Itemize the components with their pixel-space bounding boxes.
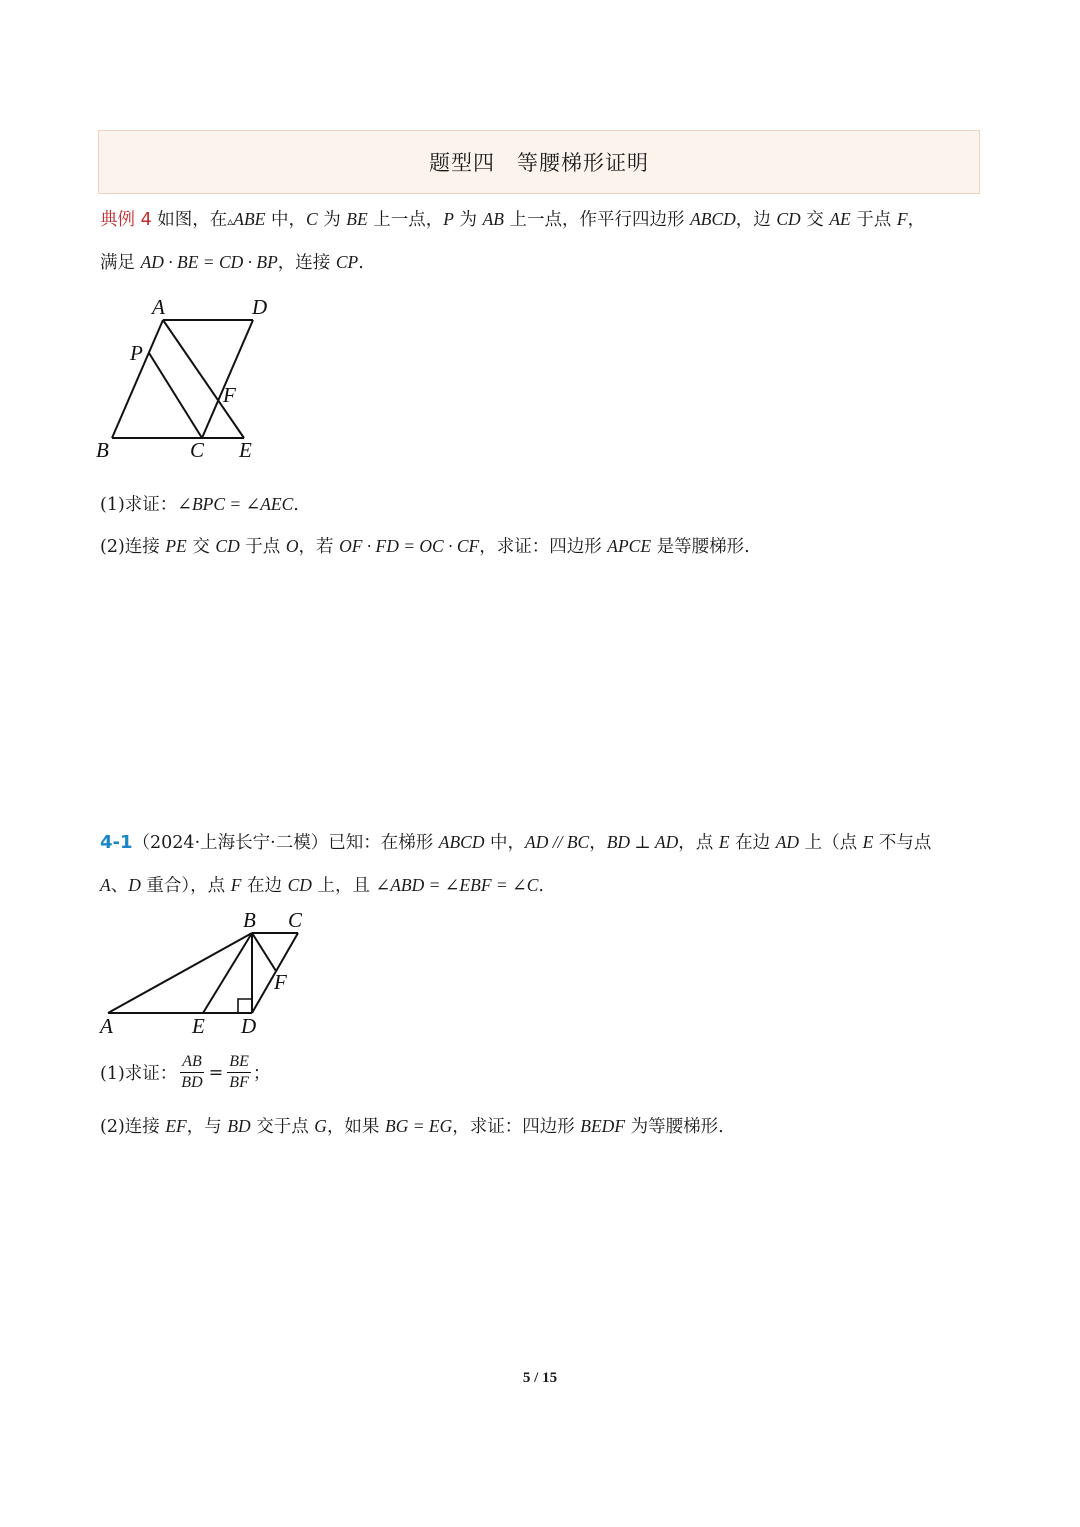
page-number: 5 / 15 (522, 1370, 558, 1386)
right-angle-mark (238, 999, 252, 1013)
example4-line2: 满足 AD · BE = CD · BP，连接 CP. (100, 252, 364, 273)
fraction-ab-bd: $\frac{AB}{BD}$ (181, 1053, 203, 1091)
segment-DC (202, 320, 253, 438)
label-D: D (252, 295, 268, 319)
segment-AB (108, 933, 252, 1013)
section-header (98, 130, 980, 194)
label-C: C (288, 908, 303, 932)
label-B: B (243, 908, 256, 932)
label-E: E (192, 1014, 205, 1038)
segment-AE (163, 320, 244, 438)
example4-question2: (2)连接 PE 交 CD 于点 O，若 OF · FD = OC · CF，求证：四边形 APCE 是等腰梯形. (100, 536, 750, 557)
label-D: D (241, 1014, 257, 1038)
example4-question1: (1)求证：∠BPC = ∠AEC. (100, 494, 299, 515)
parallelogram-figure (90, 292, 290, 470)
problem-tag: 4-1 (100, 832, 133, 853)
label-A: A (100, 1014, 113, 1038)
example4-line1: 典例 4 如图，在▵ABE 中，C 为 BE 上一点，P 为 AB 上一点，作平行四边形 ABCD，边 CD 交 AE 于点 F， (100, 209, 926, 230)
label-F: F (223, 383, 236, 407)
label-B: B (96, 438, 109, 462)
segment-BE (203, 933, 252, 1013)
label-F: F (274, 970, 287, 994)
label-C: C (190, 438, 205, 462)
label-P: P (130, 341, 143, 365)
section-title: 题型四 等腰梯形证明 (429, 151, 649, 175)
label-E: E (239, 438, 252, 462)
problem41-line1: 4-1（2024·上海长宁·二模）已知：在梯形 ABCD 中，AD // BC，BD ⊥ AD，点 E 在边 AD 上（点 E 不与点 (100, 832, 932, 853)
segment-AB (112, 320, 163, 438)
example-tag: 典例 4 (100, 210, 152, 230)
problem41-question2: (2)连接 EF，与 BD 交于点 G，如果 BG = EG，求证：四边形 BEDF 为等腰梯形. (100, 1116, 724, 1137)
fraction-be-bf: $\frac{BE}{BF}$ (229, 1053, 249, 1091)
trapezoid-figure (90, 905, 320, 1040)
problem41-question1: (1)求证： $\frac{AB}{BD}$ = $\frac{BE}{BF}$ ； (100, 1053, 271, 1091)
label-A: A (152, 295, 165, 319)
segment-BF (252, 933, 276, 971)
problem41-line2: A、D 重合），点 F 在边 CD 上，且 ∠ABD = ∠EBF = ∠C. (100, 875, 544, 896)
